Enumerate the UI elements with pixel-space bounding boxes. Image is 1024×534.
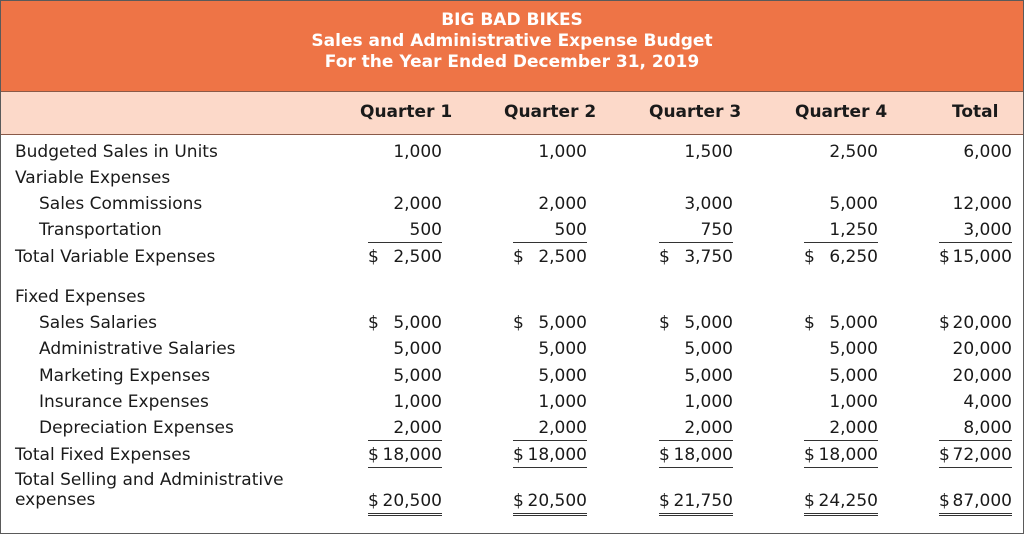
cell-q2: $ 18,000 [513, 445, 587, 468]
cell-q1: 500 [368, 220, 442, 243]
col-header-q4: Quarter 4 [795, 102, 888, 122]
section-header-fixed [1, 287, 1023, 313]
cell-q3: 2,000 [659, 418, 733, 441]
table-row-commissions: Sales Commissions 2,000 2,000 3,000 5,000 12,000 [39, 194, 1012, 214]
row-label: Total Fixed Expenses [15, 445, 191, 465]
cell-q3: $ 18,000 [659, 445, 733, 468]
row-label-line1: Total Selling and Administrative [15, 470, 284, 490]
cell-total: $ 87,000 [939, 491, 1012, 516]
col-header-q3: Quarter 3 [649, 102, 742, 122]
cell-q2: 2,000 [513, 418, 587, 441]
cell-q1: $ 18,000 [368, 445, 442, 468]
cell-total: 3,000 [939, 220, 1012, 243]
row-label: Sales Commissions [39, 194, 203, 214]
table-row-admin-salaries: Administrative Salaries 5,000 5,000 5,000 5,000 20,000 [39, 339, 1012, 359]
row-label: Insurance Expenses [39, 392, 209, 412]
row-label: Variable Expenses [15, 168, 171, 188]
col-header-total: Total [952, 102, 999, 122]
cell-q1: 2,000 [368, 418, 442, 441]
cell-q2: $ 20,500 [513, 491, 587, 516]
col-header-q1: Quarter 1 [360, 102, 453, 122]
table-row-insurance: Insurance Expenses 1,000 1,000 1,000 1,000 4,000 [39, 392, 1012, 412]
table-row-marketing: Marketing Expenses 5,000 5,000 5,000 5,000 20,000 [39, 366, 1012, 386]
table-header [1, 1, 1023, 91]
row-label: Marketing Expenses [39, 366, 211, 386]
row-label: Sales Salaries [39, 313, 158, 333]
cell-q3: $ 21,750 [659, 491, 733, 516]
table-row-units: Budgeted Sales in Units 1,000 1,000 1,500 2,500 6,000 [15, 142, 1012, 162]
table-row-depreciation [1, 418, 1023, 444]
cell-total: 8,000 [939, 418, 1012, 441]
cell-q4: $ 18,000 [804, 445, 878, 468]
cell-q1: $ 20,500 [368, 491, 442, 516]
row-label: Budgeted Sales in Units [15, 142, 218, 162]
cell-q3: 750 [659, 220, 733, 243]
report-period: For the Year Ended December 31, 2019 [324, 52, 700, 72]
table-row-sales-salaries: Sales Salaries $ 5,000 $ 5,000 $ 5,000 $ 5,000 $ 20,000 [39, 313, 1012, 333]
cell-q2: 500 [513, 220, 587, 243]
row-label-line2: expenses [15, 490, 96, 510]
row-label: Total Variable Expenses [15, 247, 216, 267]
report-title: Sales and Administrative Expense Budget [311, 31, 713, 51]
cell-total: $ 72,000 [939, 445, 1012, 468]
table-row-total-fixed [1, 445, 1023, 471]
row-label: Administrative Salaries [39, 339, 236, 359]
table-row-transportation [1, 220, 1023, 246]
row-label: Transportation [39, 220, 162, 240]
cell-q4: 2,000 [804, 418, 878, 441]
column-header-bar [1, 91, 1023, 135]
row-label: Depreciation Expenses [39, 418, 234, 438]
section-header-variable [1, 168, 1023, 194]
row-label: Fixed Expenses [15, 287, 146, 307]
table-row-total-variable: Total Variable Expenses $ 2,500 $ 2,500 $ 3,750 $ 6,250 $ 15,000 [15, 247, 1012, 267]
cell-q4: 1,250 [804, 220, 878, 243]
col-header-q2: Quarter 2 [504, 102, 597, 122]
cell-q4: $ 24,250 [804, 491, 878, 516]
table-row-total-selling-admin [1, 470, 1023, 518]
company-name: BIG BAD BIKES [441, 10, 583, 30]
